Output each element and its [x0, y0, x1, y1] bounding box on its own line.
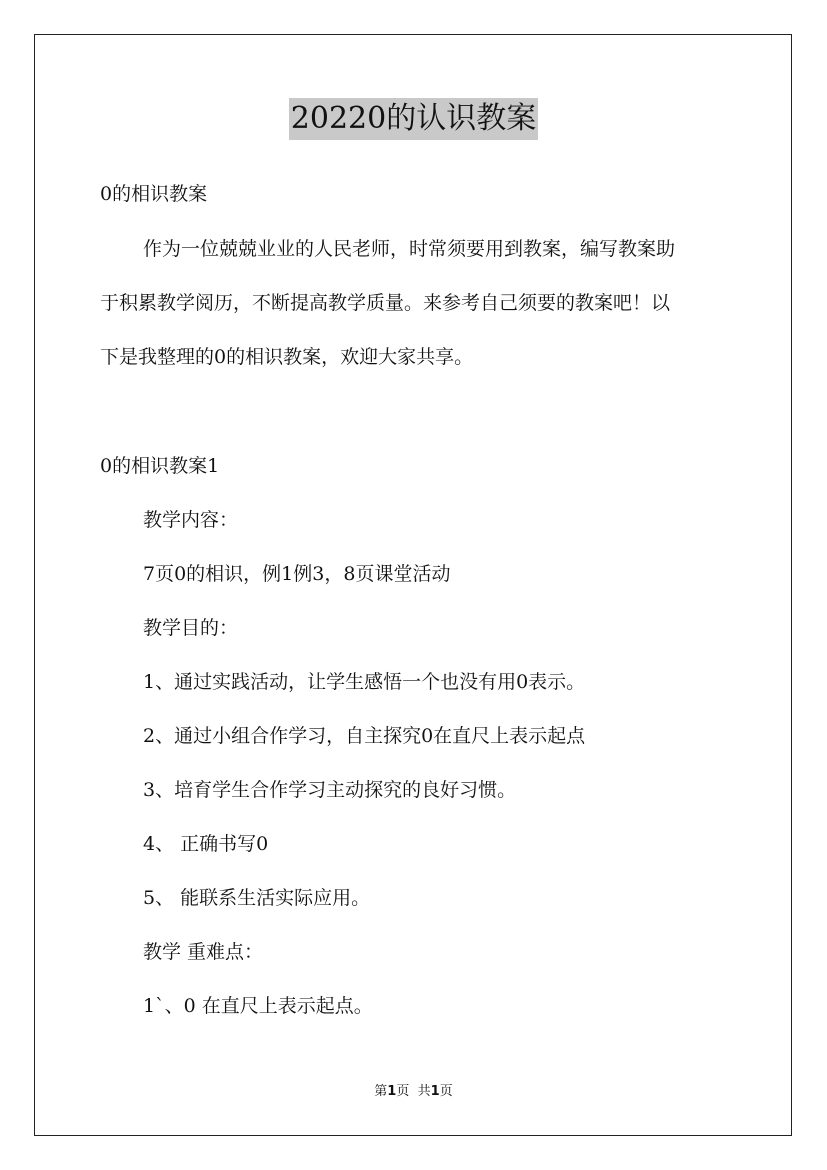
key-points-label: 教学 重难点：	[143, 941, 264, 963]
goals-label: 教学目的：	[143, 617, 239, 639]
goal-item-2: 2、通过小组合作学习，自主探究0在直尺上表示起点	[143, 725, 586, 747]
footer-page-suffix: 页	[396, 1084, 410, 1099]
section-heading: 0的相识教案	[100, 183, 208, 205]
intro-line-1: 作为一位兢兢业业的人民老师，时常须要用到教案，编写教案助	[143, 238, 676, 260]
content-text: 7页0的相识，例1例3，8页课堂活动	[143, 563, 451, 585]
footer-total-prefix: 共	[417, 1084, 431, 1099]
intro-line-2: 于积累教学阅历，不断提高教学质量。来参考自己须要的教案吧！以	[100, 292, 671, 314]
title-container	[0, 98, 827, 140]
footer-page-prefix: 第	[374, 1084, 388, 1099]
goal-item-4: 4、 正确书写0	[143, 833, 269, 855]
footer-total-suffix: 页	[439, 1084, 453, 1099]
key-point-item-1: 1`、0 在直尺上表示起点。	[143, 995, 373, 1017]
goal-item-5: 5、 能联系生活实际应用。	[143, 887, 371, 909]
content-label: 教学内容：	[143, 509, 239, 531]
goal-item-3: 3、培育学生合作学习主动探究的良好习惯。	[143, 779, 517, 801]
subheading: 0的相识教案1	[100, 455, 220, 477]
intro-line-3: 下是我整理的0的相识教案，欢迎大家共享。	[100, 346, 474, 368]
page-footer	[0, 1083, 827, 1101]
goal-item-1: 1、通过实践活动，让学生感悟一个也没有用0表示。	[143, 671, 586, 693]
document-title: 20220的认识教案	[289, 98, 538, 140]
footer-total-number: 1	[430, 1084, 440, 1099]
footer-page-number: 1	[387, 1084, 397, 1099]
